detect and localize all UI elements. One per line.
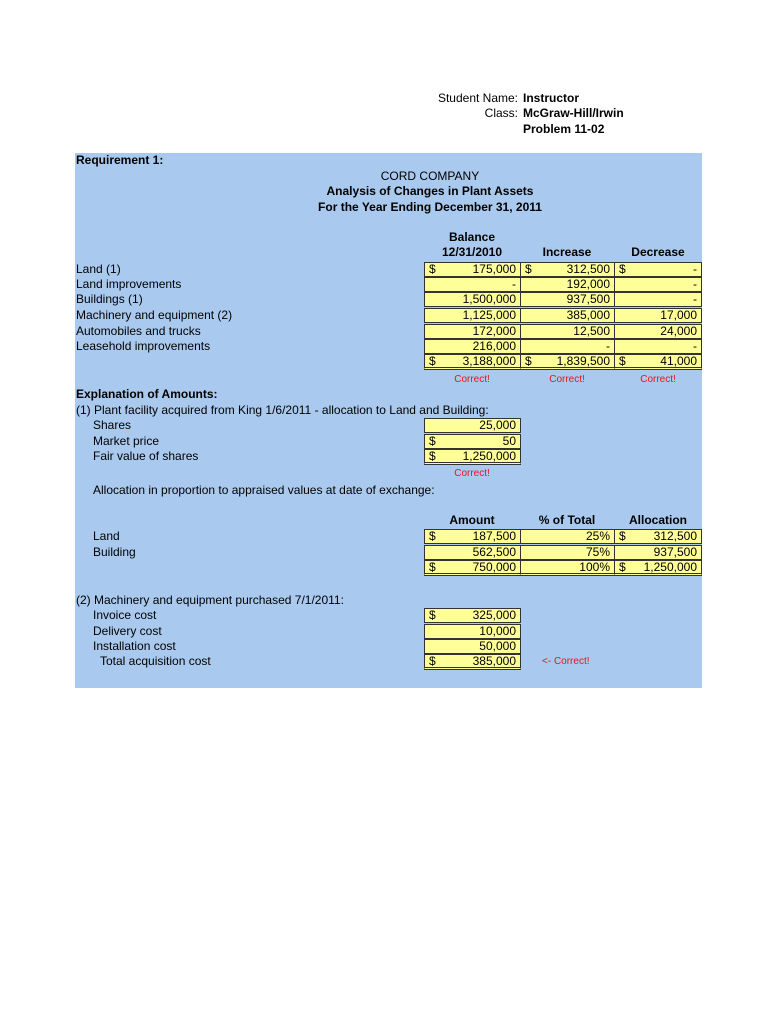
balance-cell[interactable]: 1,125,000 [424, 308, 521, 323]
total-acquisition-correct-check: <- Correct! [542, 656, 590, 667]
report-title: Analysis of Changes in Plant Assets [326, 184, 534, 198]
row-label: Machinery and equipment (2) [76, 308, 233, 322]
installation-cost-cell[interactable]: 50,000 [424, 639, 521, 654]
decrease-total-cell[interactable]: $ 41,000 [614, 354, 702, 370]
land-pct-cell[interactable]: 25% [520, 529, 615, 544]
fair-value-correct-check: Correct! [454, 468, 490, 479]
balance-cell[interactable]: 1,500,000 [424, 292, 521, 307]
installation-cost-label: Installation cost [93, 639, 176, 653]
problem-number: Problem 11-02 [523, 122, 605, 136]
increase-cell[interactable]: 12,500 [520, 324, 615, 339]
report-period: For the Year Ending December 31, 2011 [318, 200, 542, 214]
requirement-label: Requirement 1: [76, 153, 164, 167]
col-pct-header: % of Total [538, 513, 596, 527]
total-pct-cell[interactable]: 100% [520, 560, 615, 576]
row-label: Buildings (1) [76, 292, 143, 306]
col-decrease-header: Decrease [631, 245, 685, 259]
increase-cell[interactable]: - [520, 339, 615, 354]
total-acquisition-cell[interactable]: $ 385,000 [424, 654, 521, 670]
invoice-cost-cell[interactable]: $ 325,000 [424, 608, 521, 623]
decrease-cell[interactable]: - [614, 277, 702, 292]
student-name-label: Student Name: [437, 91, 518, 105]
balance-correct-check: Correct! [454, 374, 490, 385]
col-balance-date: 12/31/2010 [441, 245, 503, 259]
delivery-cost-label: Delivery cost [93, 624, 162, 638]
increase-total-cell[interactable]: $ 1,839,500 [520, 354, 615, 370]
building-amount-cell[interactable]: 562,500 [424, 545, 521, 560]
land-amount-cell[interactable]: $ 187,500 [424, 529, 521, 544]
row-label: Leasehold improvements [76, 339, 211, 353]
balance-cell[interactable]: 216,000 [424, 339, 521, 354]
class-label: Class: [484, 106, 518, 120]
increase-cell[interactable]: 192,000 [520, 277, 615, 292]
total-acquisition-label: Total acquisition cost [100, 654, 211, 668]
allocation-text: Allocation in proportion to appraised values at date of exchange: [93, 483, 435, 497]
col-increase-header: Increase [542, 245, 592, 259]
invoice-cost-label: Invoice cost [93, 608, 157, 622]
fair-value-cell[interactable]: $ 1,250,000 [424, 449, 521, 465]
row-label: Automobiles and trucks [76, 324, 201, 338]
student-name-value: Instructor [523, 91, 580, 105]
land-alloc-cell[interactable]: $ 312,500 [614, 529, 702, 544]
total-amount-cell[interactable]: $ 750,000 [424, 560, 521, 576]
shares-cell[interactable]: 25,000 [424, 418, 521, 433]
increase-correct-check: Correct! [549, 374, 585, 385]
decrease-cell[interactable]: - [614, 292, 702, 307]
col-amount-header: Amount [449, 513, 495, 527]
balance-cell[interactable]: 172,000 [424, 324, 521, 339]
building-label: Building [93, 545, 136, 559]
col-allocation-header: Allocation [628, 513, 687, 527]
increase-cell[interactable]: $ 312,500 [520, 262, 615, 277]
shares-label: Shares [93, 418, 132, 432]
balance-cell[interactable]: $ 175,000 [424, 262, 521, 277]
class-value: McGraw-Hill/Irwin [523, 106, 624, 120]
explanation-item-1: (1) Plant facility acquired from King 1/6/2011 - allocation to Land and Building: [76, 403, 489, 417]
row-label: Land (1) [76, 262, 121, 276]
decrease-cell[interactable]: 17,000 [614, 308, 702, 323]
decrease-correct-check: Correct! [640, 374, 676, 385]
decrease-cell[interactable]: - [614, 339, 702, 354]
fair-value-label: Fair value of shares [93, 449, 199, 463]
machinery-heading: (2) Machinery and equipment purchased 7/1/2011: [76, 593, 344, 607]
building-alloc-cell[interactable]: 937,500 [614, 545, 702, 560]
delivery-cost-cell[interactable]: 10,000 [424, 624, 521, 639]
increase-cell[interactable]: 937,500 [520, 292, 615, 307]
total-alloc-cell[interactable]: $ 1,250,000 [614, 560, 702, 576]
decrease-cell[interactable]: 24,000 [614, 324, 702, 339]
explanation-heading: Explanation of Amounts: [76, 387, 218, 401]
balance-cell[interactable]: - [424, 277, 521, 292]
row-label: Land improvements [76, 277, 182, 291]
market-price-label: Market price [93, 434, 160, 448]
decrease-cell[interactable]: $ - [614, 262, 702, 277]
balance-total-cell[interactable]: $ 3,188,000 [424, 354, 521, 370]
company-title: CORD COMPANY [380, 169, 480, 183]
increase-cell[interactable]: 385,000 [520, 308, 615, 323]
land-label: Land [93, 529, 120, 543]
building-pct-cell[interactable]: 75% [520, 545, 615, 560]
col-balance-header: Balance [448, 230, 496, 244]
market-price-cell[interactable]: $ 50 [424, 434, 521, 449]
